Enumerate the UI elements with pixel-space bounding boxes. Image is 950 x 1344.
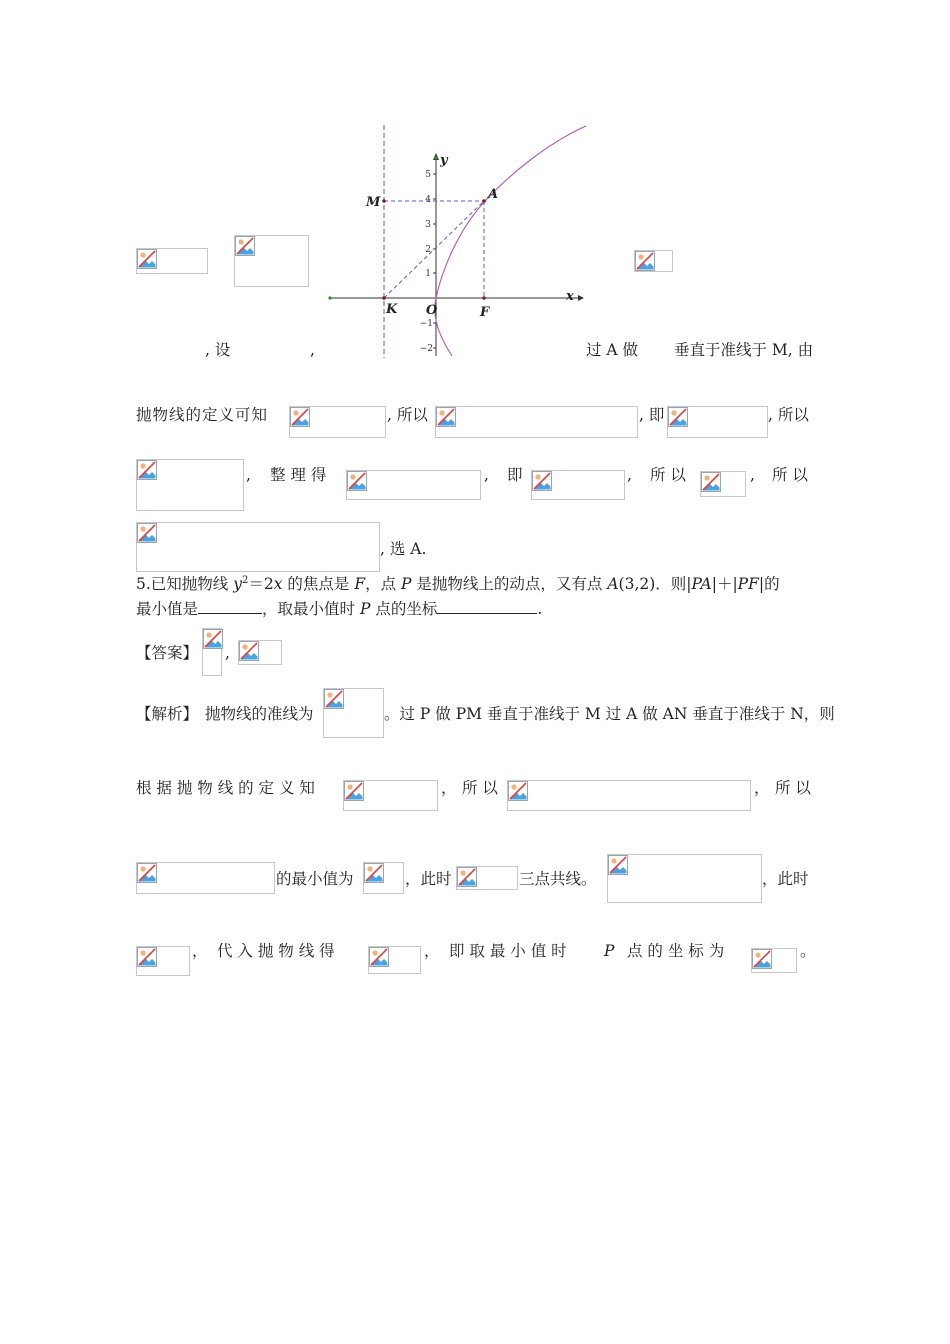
marker-top: [434, 156, 437, 159]
text-segment: 垂直于准线于 M, 由: [674, 341, 814, 359]
text-segment: 整 理 得: [270, 466, 327, 484]
broken-image-icon: [137, 249, 157, 269]
broken-image-icon: [369, 947, 389, 967]
broken-image-icon: [532, 471, 552, 491]
label-y: y: [440, 153, 448, 168]
broken-image-icon: [239, 641, 259, 661]
text-segment: ，此时: [762, 870, 809, 888]
label-a: A: [488, 187, 499, 202]
label-f: F: [480, 305, 490, 320]
formula-image: [507, 780, 751, 811]
label-k: K: [386, 302, 398, 317]
formula-image: [700, 471, 746, 497]
text-segment: 即 取 最 小 值 时: [449, 942, 567, 960]
answer-blank: [198, 599, 262, 614]
text-segment: ,: [246, 466, 251, 484]
text-segment: 代 入 抛 物 线 得: [217, 942, 335, 960]
text-segment: P: [604, 942, 615, 960]
broken-image-icon: [235, 236, 255, 256]
y-tick-1: 1: [425, 269, 431, 279]
question-5-line1: 5.已知抛物线 $y^2=2x$ 的焦点是 F，点 P 是抛物线上的动点，又有点 A(3,2)．则|PA|＋|PF|的: [136, 575, 780, 594]
formula-image: [456, 866, 518, 890]
text-segment: 所 以: [462, 779, 498, 797]
broken-image-icon: [364, 863, 384, 883]
text-segment: ,: [225, 644, 230, 662]
text-segment: 所 以: [772, 466, 808, 484]
text-segment: ，: [192, 942, 208, 960]
formula-image: [136, 946, 190, 976]
label-o: O: [426, 303, 438, 318]
formula-image: [238, 640, 282, 665]
text-segment: , 所以: [387, 406, 428, 424]
formula-image: [634, 250, 673, 272]
label-m: M: [366, 195, 381, 210]
broken-image-icon: [290, 407, 310, 427]
text-segment: ，此时: [405, 870, 452, 888]
parabola-figure: [320, 120, 590, 360]
text-segment: 点 的 坐 标 为: [627, 942, 725, 960]
broken-image-icon: [701, 472, 721, 492]
marker-k: [382, 296, 386, 300]
text-segment: ,: [310, 341, 315, 359]
text-segment: 根 据 抛 物 线 的 定 义 知: [136, 779, 315, 797]
text-segment: , 选 A.: [380, 540, 427, 558]
broken-image-icon: [344, 781, 364, 801]
formula-image: [368, 946, 421, 974]
formula-image: [531, 470, 625, 500]
answer-blank: [437, 599, 537, 614]
formula-image: [136, 248, 208, 274]
text-segment: ,: [750, 466, 755, 484]
formula-image: [289, 406, 386, 438]
broken-image-icon: [436, 407, 456, 427]
broken-image-icon: [137, 460, 157, 480]
text-segment: 所 以: [775, 779, 811, 797]
broken-image-icon: [752, 949, 772, 969]
text-segment: 三点共线。: [519, 870, 597, 888]
broken-image-icon: [508, 781, 528, 801]
y-tick-neg1: −1: [419, 319, 433, 329]
formula-image: [202, 628, 222, 676]
text-segment: 抛物线的准线为: [205, 705, 314, 723]
text-segment: ，: [424, 942, 440, 960]
text-segment: ，: [441, 779, 457, 797]
analysis-label: 【解析】: [136, 705, 199, 723]
formula-image: [136, 862, 275, 894]
text-segment: ，: [754, 779, 770, 797]
text-segment: , 所以: [768, 406, 809, 424]
broken-image-icon: [137, 863, 157, 883]
text-segment: ,: [627, 466, 632, 484]
parabola-curve: [435, 126, 586, 356]
text-segment: , 设: [205, 341, 231, 359]
broken-image-icon: [668, 407, 688, 427]
text-segment: 。: [800, 942, 816, 960]
text-segment: 过 A 做: [586, 341, 639, 359]
broken-image-icon: [347, 471, 367, 491]
broken-image-icon: [457, 867, 477, 887]
text-segment: 抛物线的定义可知: [136, 406, 269, 424]
formula-image: [346, 470, 481, 500]
broken-image-icon: [608, 855, 628, 875]
y-tick-4: 4: [425, 195, 431, 205]
broken-image-icon: [324, 689, 344, 709]
text-segment: ,: [484, 466, 489, 484]
text-segment: 的最小值为: [276, 870, 354, 888]
text-segment: 所 以: [650, 466, 686, 484]
x-axis-arrow: [578, 295, 584, 301]
y-tick-2: 2: [425, 245, 431, 255]
formula-image: [751, 948, 797, 973]
marker-m: [382, 199, 386, 203]
formula-image: [607, 854, 762, 903]
answer-label: 【答案】: [136, 644, 199, 662]
text-segment: , 即: [639, 406, 665, 424]
broken-image-icon: [635, 251, 655, 271]
broken-image-icon: [137, 947, 157, 967]
marker-a: [482, 199, 486, 203]
formula-image: [234, 235, 309, 287]
formula-image: [323, 688, 384, 738]
text-segment: 即: [507, 466, 523, 484]
label-x: x: [566, 289, 574, 304]
formula-image: [136, 459, 244, 511]
text-segment: 。过 P 做 PM 垂直于准线于 M 过 A 做 AN 垂直于准线于 N，则: [384, 705, 835, 723]
broken-image-icon: [137, 523, 157, 543]
formula-image: [136, 522, 380, 572]
y-tick-5: 5: [425, 170, 431, 180]
y-tick-neg2: −2: [419, 344, 433, 354]
formula-image: [363, 862, 404, 894]
marker-left: [328, 296, 331, 299]
broken-image-icon: [203, 629, 223, 649]
formula-image: [343, 780, 438, 811]
question-5-line2: 最小值是 ，取最小值时 P 点的坐标 .: [136, 600, 543, 618]
formula-image: [435, 406, 638, 438]
marker-f: [482, 296, 486, 300]
formula-image: [667, 406, 768, 438]
y-tick-3: 3: [425, 220, 431, 230]
